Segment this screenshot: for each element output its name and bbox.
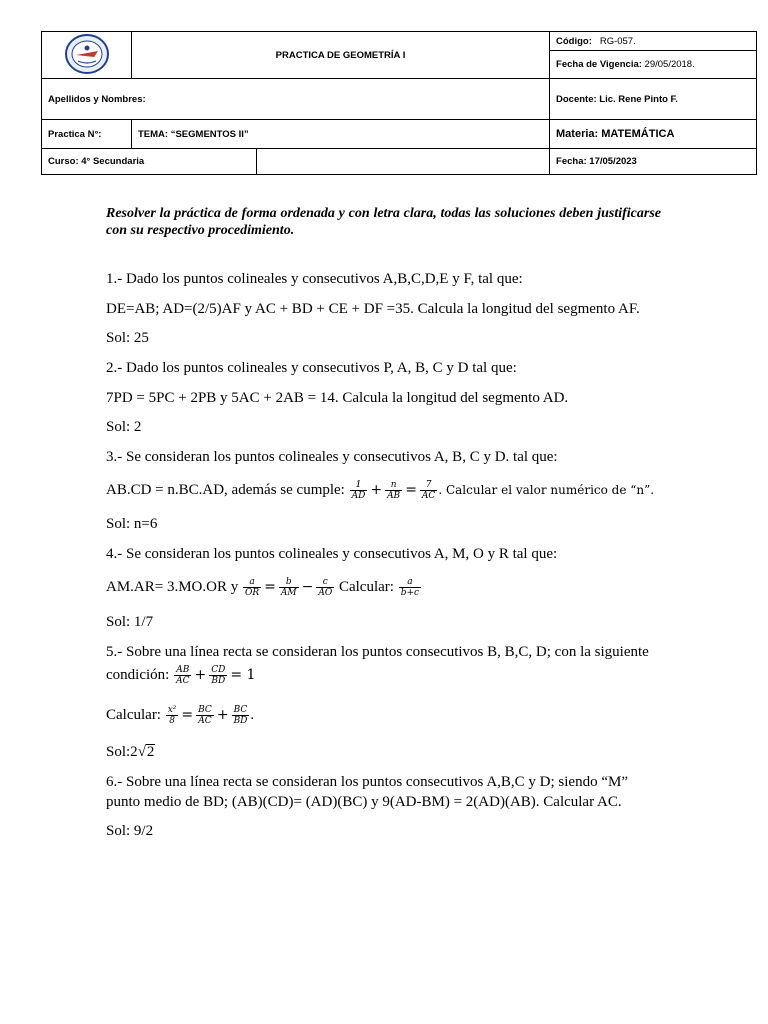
problem-4-conditions — [106, 570, 422, 604]
problem-3-solution: Sol: n=6 — [106, 516, 158, 532]
fraction-a-bc: $\frac{a}{b+c}$ — [400, 577, 420, 599]
problem-5-calc — [106, 699, 254, 731]
problem-6-conditions: punto medio de BD; (AB)(CD)= (AD)(BC) y 9(AD-BM) = 2(AD)(AB). Calcular AC. — [106, 794, 622, 810]
equals-sign: = — [405, 482, 417, 498]
logo-cell — [42, 32, 132, 79]
fraction-c-ao: $\frac{c}{AO}$ — [318, 577, 333, 599]
problem-5-sol-radicand: 2 — [146, 744, 155, 760]
equals-sign: = — [264, 579, 276, 595]
school-logo-icon — [64, 33, 110, 75]
problem-6-statement: 6.- Sobre una línea recta se consideran los puntos consecutivos A,B,C y D; siendo “M” — [106, 774, 628, 790]
problem-2-solution: Sol: 2 — [106, 419, 142, 435]
fraction-7-ac: $\frac{7}{AC}$ — [421, 480, 436, 502]
fraction-n-ab: $\frac{n}{AB}$ — [387, 480, 401, 502]
problem-5-statement: 5.- Sobre una línea recta se consideran los puntos consecutivos B, B,C, D; con la siguiente — [106, 644, 649, 660]
codigo-label: Código: — [556, 35, 592, 47]
problem-4-solution: Sol: 1/7 — [106, 614, 154, 630]
vigencia-cell — [550, 51, 757, 79]
equals-sign: = — [181, 707, 194, 723]
problem-3-pre: AB.CD = n.BC.AD, además se cumple: — [106, 482, 345, 498]
vigencia-label: Fecha de Vigencia: — [556, 59, 642, 70]
period: . — [250, 707, 255, 723]
fraction-bc-bd: $\frac{BC}{BD}$ — [233, 705, 248, 727]
problem-5-calc-label: Calcular: — [106, 707, 161, 723]
problem-3-conditions — [106, 473, 654, 507]
materia-value: MATEMÁTICA — [601, 128, 675, 140]
problem-5-cond-label: condición: — [106, 667, 170, 683]
fraction-x2-8: $\frac{\text{x²}}{8}$ — [167, 705, 177, 727]
fraction-ab-ac: $\frac{AB}{AC}$ — [176, 665, 190, 687]
materia-cell — [550, 120, 757, 149]
header-table — [41, 31, 757, 175]
docente-field: Docente: Lic. Rene Pinto F. — [550, 79, 757, 120]
minus-sign: − — [301, 579, 314, 595]
codigo-cell — [550, 32, 757, 51]
fraction-b-am: $\frac{b}{AM}$ — [280, 577, 297, 599]
problem-2-conditions: 7PD = 5PC + 2PB y 5AC + 2AB = 14. Calcula la longitud del segmento AD. — [106, 390, 569, 406]
page-title: PRACTICA DE GEOMETRÍA I — [132, 32, 550, 79]
problem-1-conditions: DE=AB; AD=(2/5)AF y AC + BD + CE + DF =35. Calcula la longitud del segmento AF. — [106, 301, 640, 317]
apellidos-field: Apellidos y Nombres: — [42, 79, 550, 120]
fecha-cell — [550, 149, 757, 175]
fecha-value: 17/05/2023 — [589, 156, 637, 167]
sqrt-icon: √ — [137, 744, 146, 760]
problem-1-statement: 1.- Dado los puntos colineales y consecutivos A,B,C,D,E y F, tal que: — [106, 271, 523, 287]
fraction-a-or: $\frac{a}{OR}$ — [244, 577, 260, 599]
plus-sign: + — [216, 707, 229, 723]
problem-5-condition — [106, 660, 257, 690]
problem-5-solution — [106, 743, 155, 761]
fraction-bc-ac: $\frac{BC}{AC}$ — [198, 705, 212, 727]
fraction-1-ad: $\frac{1}{AD}$ — [351, 480, 366, 502]
fecha-label: Fecha: — [556, 156, 587, 167]
tema-field: TEMA: “SEGMENTOS II” — [132, 120, 550, 149]
problem-6-solution: Sol: 9/2 — [106, 823, 154, 839]
vigencia-value: 29/05/2018. — [644, 59, 695, 70]
curso-field: Curso: 4° Secundaria — [42, 149, 257, 175]
problem-3-post: . Calcular el valor numérico de “n”. — [438, 483, 655, 497]
problem-3-statement: 3.- Se consideran los puntos colineales y consecutivos A, B, C y D. tal que: — [106, 449, 558, 465]
instructions: Resolver la práctica de forma ordenada y con letra clara, todas las soluciones deben justificarse con su respectivo procedimiento. — [106, 206, 661, 238]
problem-4-calc: Calcular: — [338, 579, 394, 595]
codigo-value: RG-057. — [599, 35, 636, 47]
plus-sign: + — [194, 667, 207, 683]
problem-5-sol-text: Sol:2 — [106, 744, 138, 760]
equals-one: = 1 — [230, 667, 256, 683]
problem-4-statement: 4.- Se consideran los puntos colineales y consecutivos A, M, O y R tal que: — [106, 546, 558, 562]
practica-field: Practica N°: — [42, 120, 132, 149]
fraction-cd-bd: $\frac{CD}{BD}$ — [211, 665, 226, 687]
materia-label: Materia: — [556, 128, 599, 140]
problem-2-statement: 2.- Dado los puntos colineales y consecutivos P, A, B, C y D tal que: — [106, 360, 517, 376]
plus-sign: + — [370, 482, 383, 498]
problem-4-pre: AM.AR= 3.MO.OR y — [106, 579, 239, 595]
problem-1-solution: Sol: 25 — [106, 330, 149, 346]
blank-cell — [257, 149, 550, 175]
